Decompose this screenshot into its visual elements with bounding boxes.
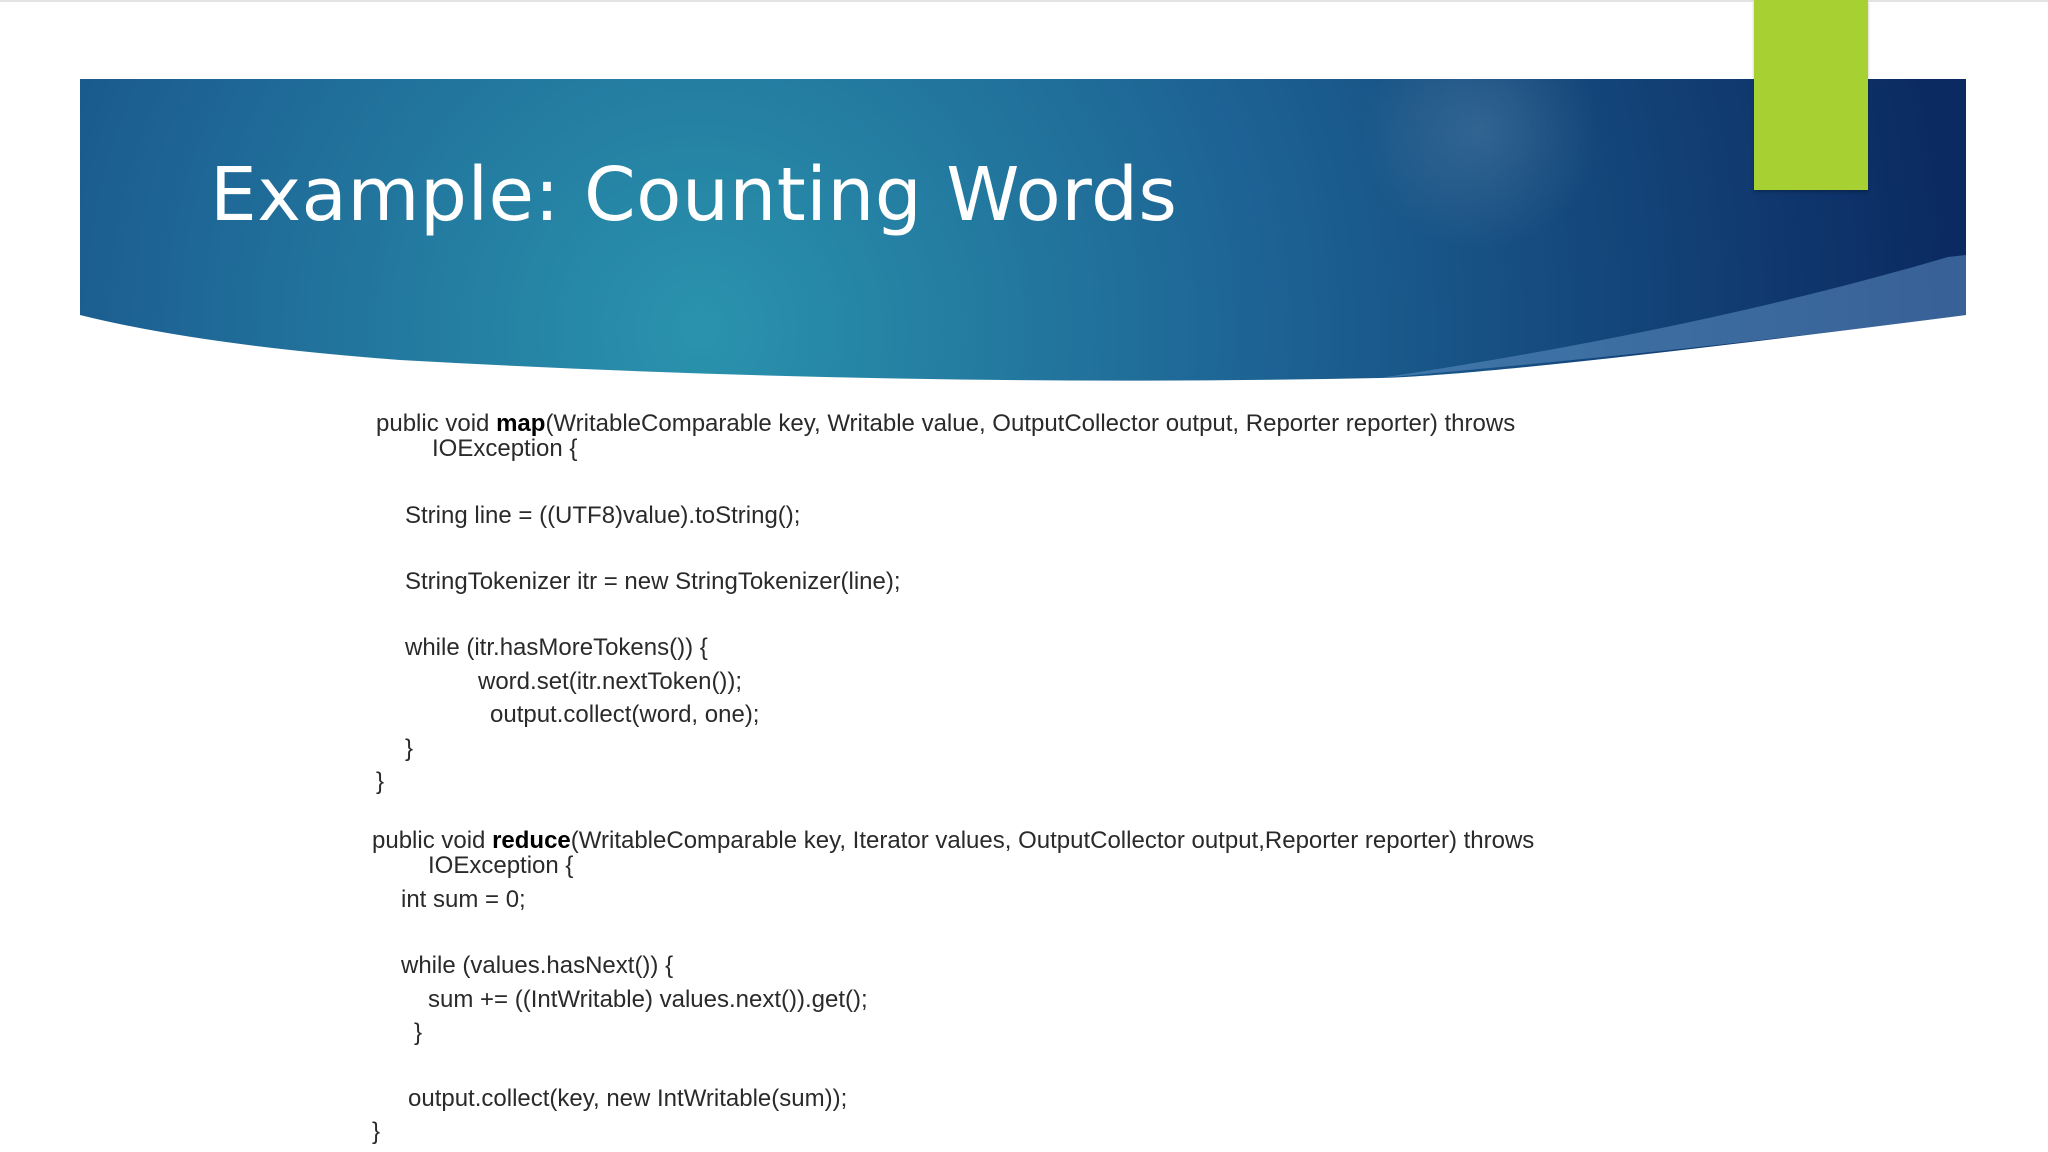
reduce-signature: public void reduce(WritableComparable key, Iterator values, OutputCollector output,Reporter reporter) throws [372,827,1535,854]
reduce-line: output.collect(key, new IntWritable(sum)); [408,1085,848,1112]
map-signature: public void map(WritableComparable key, Writable value, OutputCollector output, Reporter reporter) throws [376,410,1516,437]
reduce-line: while (values.hasNext()) { [401,952,674,979]
reduce-method-name: reduce [492,827,571,854]
map-line: word.set(itr.nextToken()); [478,668,743,695]
reduce-line: sum += ((IntWritable) values.next()).get(); [428,986,868,1013]
map-line: output.collect(word, one); [490,701,760,728]
reduce-line: } [414,1019,423,1046]
map-close: } [376,768,385,795]
map-line: while (itr.hasMoreTokens()) { [405,634,708,661]
map-method-name: map [496,410,546,437]
reduce-close: } [372,1118,381,1145]
slide-title: Example: Counting Words [210,152,1178,238]
reduce-signature-cont: IOException { [428,852,574,879]
reduce-line: int sum = 0; [401,886,526,913]
map-line: } [405,735,414,762]
map-signature-cont: IOException { [432,435,578,462]
map-line: String line = ((UTF8)value).toString(); [405,502,801,529]
map-line: StringTokenizer itr = new StringTokenizer(line); [405,568,901,595]
